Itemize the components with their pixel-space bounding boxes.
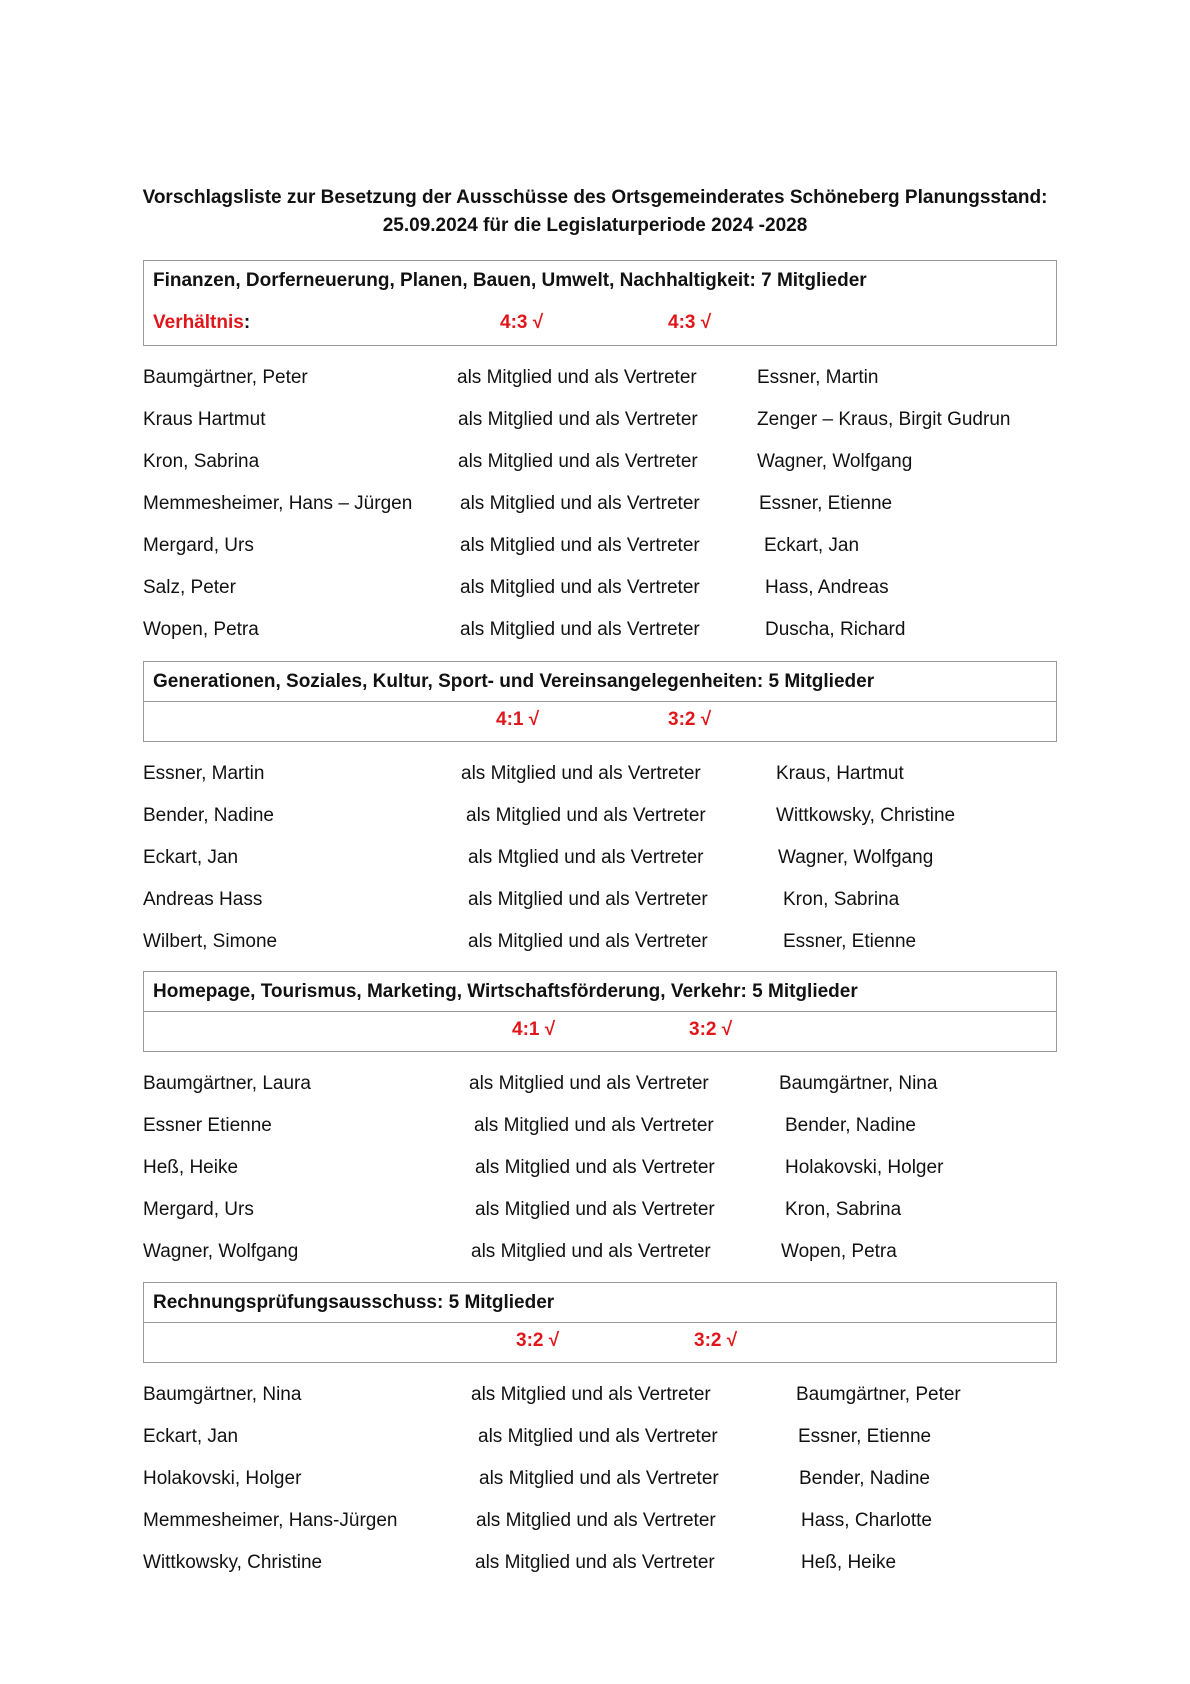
- member-role: als Mitglied und als Vertreter: [478, 1426, 718, 1447]
- member-name: Essner, Martin: [143, 763, 265, 784]
- committee-heading: Generationen, Soziales, Kultur, Sport- und Vereinsangelegenheiten: 5 Mitglieder: [153, 671, 875, 692]
- committee-generationen: [143, 661, 1057, 963]
- member-row: [143, 1542, 1057, 1584]
- member-row: [143, 1416, 1057, 1458]
- member-row: [143, 837, 1057, 879]
- deputy-name: Kron, Sabrina: [783, 889, 900, 910]
- member-row: [143, 609, 1057, 651]
- member-list: [143, 753, 1057, 963]
- member-role: als Mitglied und als Vertreter: [460, 493, 700, 514]
- member-name: Baumgärtner, Nina: [143, 1384, 302, 1405]
- deputy-name: Wagner, Wolfgang: [757, 451, 913, 472]
- member-role: als Mitglied und als Vertreter: [460, 619, 700, 640]
- committee-homepage: [143, 971, 1057, 1273]
- committee-heading: Rechnungsprüfungsausschuss: 5 Mitglieder: [153, 1292, 555, 1313]
- ratio-row: [144, 1322, 1056, 1362]
- member-name: Heß, Heike: [143, 1157, 239, 1178]
- member-role: als Mitglied und als Vertreter: [471, 1384, 711, 1405]
- deputy-name: Eckart, Jan: [764, 535, 860, 556]
- member-name: Baumgärtner, Laura: [143, 1073, 311, 1094]
- member-row: [143, 399, 1057, 441]
- member-role: als Mitglied und als Vertreter: [458, 409, 698, 430]
- member-name: Eckart, Jan: [143, 847, 239, 868]
- member-row: [143, 1374, 1057, 1416]
- member-row: [143, 1063, 1057, 1105]
- member-list: [143, 357, 1057, 651]
- member-role: als Mitglied und als Vertreter: [468, 889, 708, 910]
- deputy-name: Hass, Charlotte: [801, 1510, 932, 1531]
- ratio-value-a: 3:2 √: [516, 1330, 560, 1351]
- ratio-value-b: 3:2 √: [694, 1330, 738, 1351]
- committee-heading: Homepage, Tourismus, Marketing, Wirtschaftsförderung, Verkehr: 5 Mitglieder: [153, 981, 858, 1002]
- deputy-name: Essner, Etienne: [783, 931, 917, 952]
- member-name: Essner Etienne: [143, 1115, 272, 1136]
- member-role: als Mitglied und als Vertreter: [469, 1073, 709, 1094]
- member-row: [143, 1105, 1057, 1147]
- member-name: Salz, Peter: [143, 577, 236, 598]
- deputy-name: Essner, Martin: [757, 367, 879, 388]
- committee-heading-row: [144, 972, 1056, 1011]
- member-row: [143, 567, 1057, 609]
- deputy-name: Zenger – Kraus, Birgit Gudrun: [757, 409, 1011, 430]
- member-role: als Mitglied und als Vertreter: [475, 1199, 715, 1220]
- deputy-name: Heß, Heike: [801, 1552, 897, 1573]
- member-name: Memmesheimer, Hans-Jürgen: [143, 1510, 398, 1531]
- member-role: als Mitglied und als Vertreter: [466, 805, 706, 826]
- deputy-name: Hass, Andreas: [765, 577, 889, 598]
- ratio-row: [144, 303, 1056, 345]
- committee-heading-row: [144, 1283, 1056, 1322]
- member-role: als Mitglied und als Vertreter: [474, 1115, 714, 1136]
- member-role: als Mitglied und als Vertreter: [471, 1241, 711, 1262]
- ratio-value-a: 4:1 √: [496, 709, 540, 730]
- member-name: Wagner, Wolfgang: [143, 1241, 299, 1262]
- member-name: Wittkowsky, Christine: [143, 1552, 323, 1573]
- committee-finanzen: [143, 260, 1057, 651]
- member-row: [143, 441, 1057, 483]
- ratio-value-b: 3:2 √: [689, 1019, 733, 1040]
- member-row: [143, 1458, 1057, 1500]
- title-line-2: 25.09.2024 für die Legislaturperiode 2024 -2028: [382, 215, 808, 236]
- deputy-name: Essner, Etienne: [798, 1426, 932, 1447]
- member-role: als Mitglied und als Vertreter: [460, 535, 700, 556]
- member-name: Baumgärtner, Peter: [143, 367, 308, 388]
- ratio-value-b: 3:2 √: [668, 709, 712, 730]
- member-role: als Mitglied und als Vertreter: [475, 1552, 715, 1573]
- deputy-name: Duscha, Richard: [765, 619, 906, 640]
- ratio-label-text: Verhältnis: [153, 312, 244, 333]
- deputy-name: Kraus, Hartmut: [776, 763, 904, 784]
- member-name: Memmesheimer, Hans – Jürgen: [143, 493, 413, 514]
- deputy-name: Kron, Sabrina: [785, 1199, 902, 1220]
- ratio-label: [153, 312, 250, 334]
- member-name: Mergard, Urs: [143, 1199, 254, 1220]
- deputy-name: Wittkowsky, Christine: [776, 805, 956, 826]
- deputy-name: Wopen, Petra: [781, 1241, 897, 1262]
- member-name: Mergard, Urs: [143, 535, 254, 556]
- deputy-name: Baumgärtner, Peter: [796, 1384, 961, 1405]
- member-role: als Mitglied und als Vertreter: [461, 763, 701, 784]
- member-role: als Mitglied und als Vertreter: [468, 931, 708, 952]
- deputy-name: Essner, Etienne: [759, 493, 893, 514]
- member-row: [143, 525, 1057, 567]
- member-role: als Mitglied und als Vertreter: [460, 577, 700, 598]
- deputy-name: Holakovski, Holger: [785, 1157, 944, 1178]
- committee-header-box: [143, 260, 1057, 346]
- ratio-label-colon: :: [243, 312, 251, 333]
- committee-rechnungspruefung: [143, 1282, 1057, 1584]
- member-name: Wilbert, Simone: [143, 931, 278, 952]
- committee-heading-row: [144, 662, 1056, 701]
- member-row: [143, 483, 1057, 525]
- member-role: als Mitglied und als Vertreter: [476, 1510, 716, 1531]
- title-line-1: Vorschlagsliste zur Besetzung der Ausschüsse des Ortsgemeinderates Schöneberg Planungsstand:: [142, 187, 1048, 208]
- ratio-value-a: 4:1 √: [512, 1019, 556, 1040]
- member-name: Wopen, Petra: [143, 619, 259, 640]
- ratio-row: [144, 1011, 1056, 1051]
- member-list: [143, 1063, 1057, 1273]
- deputy-name: Bender, Nadine: [785, 1115, 916, 1136]
- member-row: [143, 879, 1057, 921]
- ratio-row: [144, 701, 1056, 741]
- deputy-name: Baumgärtner, Nina: [779, 1073, 938, 1094]
- member-name: Andreas Hass: [143, 889, 263, 910]
- member-role: als Mtglied und als Vertreter: [468, 847, 704, 868]
- ratio-value-b: 4:3 √: [668, 312, 712, 333]
- member-row: [143, 1500, 1057, 1542]
- document-title: [0, 184, 1190, 240]
- member-name: Holakovski, Holger: [143, 1468, 302, 1489]
- member-name: Kron, Sabrina: [143, 451, 260, 472]
- committee-header-box: [143, 661, 1057, 742]
- ratio-value-a: 4:3 √: [500, 312, 544, 333]
- member-name: Bender, Nadine: [143, 805, 274, 826]
- committee-heading: Finanzen, Dorferneuerung, Planen, Bauen, Umwelt, Nachhaltigkeit: 7 Mitglieder: [153, 270, 867, 291]
- member-name: Kraus Hartmut: [143, 409, 266, 430]
- deputy-name: Bender, Nadine: [799, 1468, 930, 1489]
- member-role: als Mitglied und als Vertreter: [479, 1468, 719, 1489]
- member-row: [143, 921, 1057, 963]
- committee-header-box: [143, 971, 1057, 1052]
- member-name: Eckart, Jan: [143, 1426, 239, 1447]
- member-row: [143, 357, 1057, 399]
- committee-heading-row: [144, 261, 1056, 303]
- member-role: als Mitglied und als Vertreter: [458, 451, 698, 472]
- member-row: [143, 1189, 1057, 1231]
- member-list: [143, 1374, 1057, 1584]
- member-row: [143, 1231, 1057, 1273]
- member-role: als Mitglied und als Vertreter: [475, 1157, 715, 1178]
- deputy-name: Wagner, Wolfgang: [778, 847, 934, 868]
- member-row: [143, 795, 1057, 837]
- committee-header-box: [143, 1282, 1057, 1363]
- member-role: als Mitglied und als Vertreter: [457, 367, 697, 388]
- member-row: [143, 1147, 1057, 1189]
- member-row: [143, 753, 1057, 795]
